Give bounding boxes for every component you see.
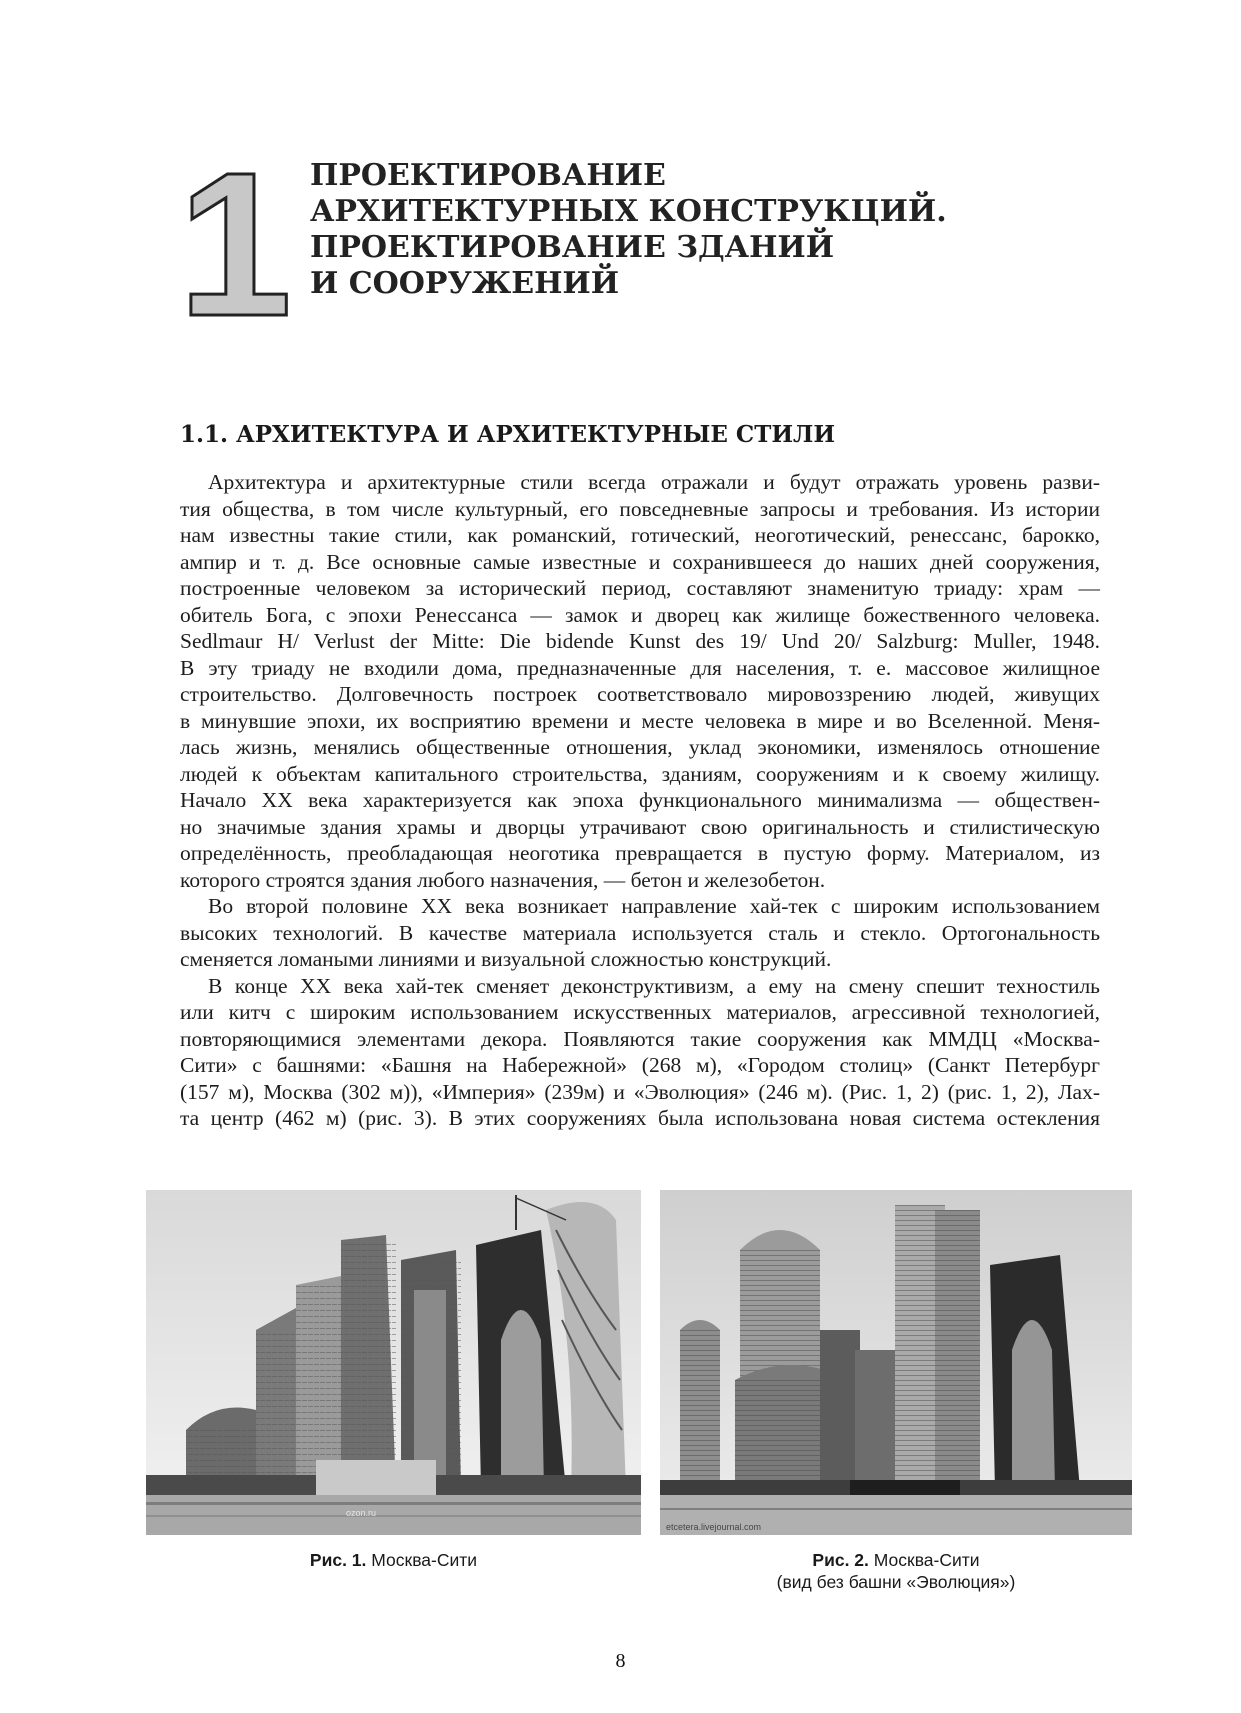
text-line: высоких технологий. В качестве материала используется сталь и стекло. Ортогональность — [180, 920, 1100, 945]
text-line: Sedlmaur H/ Verlust der Mitte: Die bidende Kunst des 19/ Und 20/ Salzburg: Muller, 1948. — [180, 629, 1100, 653]
figure-2-photo — [660, 1190, 1132, 1535]
figure-label: Рис. 1. — [309, 1550, 367, 1570]
page-number: 8 — [615, 1650, 626, 1672]
chapter-number: 1 — [178, 130, 293, 359]
chapter-title-line: ПРОЕКТИРОВАНИЕ ЗДАНИЙ — [310, 230, 835, 265]
section-title: 1.1. АРХИТЕКТУРА И АРХИТЕКТУРНЫЕ СТИЛИ — [180, 421, 836, 448]
text-line: В конце XX века хай-тек сменяет деконструктивизм, а ему на смену спешит техностиль — [208, 973, 1100, 998]
skyline-illustration — [660, 1190, 1132, 1535]
figure-1-caption — [146, 1549, 641, 1571]
figure-2-caption — [660, 1549, 1132, 1593]
text-line: тия общества, в том числе культурный, его повседневные запросы и требования. Из истории — [180, 496, 1100, 521]
skyline-illustration — [146, 1190, 641, 1535]
text-line: или китч с широким использованием искусственных материалов, агрессивной технологией, — [180, 1000, 1100, 1024]
text-line: (157 м), Москва (302 м)), «Империя» (239м) и «Эволюция» (246 м). (Рис. 1, 2) (рис. 1, 2), Лах- — [180, 1079, 1100, 1104]
text-line: ампир и т. д. Все основные самые известные и сохранившееся до наших дней сооружения, — [180, 549, 1100, 574]
text-line: Во второй половине XX века возникает направление хай-тек с широким использованием — [208, 894, 1100, 918]
text-line: та центр (462 м) (рис. 3). В этих сооружениях была использована новая система остекления — [180, 1106, 1100, 1130]
text-line: Архитектура и архитектурные стили всегда отражали и будут отражать уровень разви- — [208, 470, 1100, 494]
figure-1-photo — [146, 1190, 641, 1535]
text-line: сменяется ломаными линиями и визуальной сложностью конструкций. — [180, 947, 832, 971]
text-line: В эту триаду не входили дома, предназначенные для населения, т. е. массовое жилищное — [180, 655, 1100, 680]
text-line: Сити» с башнями: «Башня на Набережной» (268 м), «Городом столиц» (Санкт Петербург — [180, 1053, 1100, 1077]
chapter-title-line: ПРОЕКТИРОВАНИЕ — [310, 158, 666, 193]
text-line: но значимые здания храмы и дворцы утрачивают свою оригинальность и стилистическую — [180, 814, 1100, 839]
figure-caption-text: Москва-Сити — [873, 1550, 980, 1570]
figure-caption-subtext: (вид без башни «Эволюция») — [776, 1572, 1016, 1592]
text-line: людей к объектам капитального строительства, зданиям, сооружениям и к своему жилищу. — [180, 761, 1100, 786]
text-line: определённость, преобладающая неоготика превращается в пустую форму. Материалом, из — [180, 841, 1100, 865]
chapter-title — [310, 158, 1110, 302]
text-line: в минувшие эпохи, их восприятию времени и месте человека в мире и во Вселенной. Меня- — [180, 708, 1100, 733]
text-line: обитель Бога, с эпохи Ренессанса — замок и дворец как жилище божественного человека. — [180, 602, 1100, 627]
text-line: строительство. Долговечность построек соответствовало мировоззрению людей, живущих — [180, 682, 1100, 706]
photo-watermark: ozon.ru — [346, 1508, 377, 1518]
text-line: повторяющимися элементами декора. Появляются такие сооружения как ММДЦ «Москва- — [180, 1026, 1100, 1051]
text-line: построенные человеком за исторический период, составляют знаменитую триаду: храм — — [180, 576, 1100, 600]
text-line: нам известны такие стили, как романский, готический, неоготический, ренессанс, барокко, — [180, 523, 1100, 547]
chapter-title-line: АРХИТЕКТУРНЫХ КОНСТРУКЦИЙ. — [310, 194, 947, 229]
text-line: которого строятся здания любого назначения, — бетон и железобетон. — [180, 867, 826, 892]
text-line: лась жизнь, менялись общественные отношения, уклад экономики, изменялось отношение — [180, 735, 1100, 759]
body-text — [180, 469, 1100, 1132]
photo-watermark: etcetera.livejournal.com — [666, 1522, 762, 1532]
figure-caption-text: Москва-Сити — [371, 1550, 478, 1570]
chapter-title-line: И СООРУЖЕНИЙ — [310, 266, 620, 301]
text-line: Начало XX века характеризуется как эпоха функционального минимализма — обществен- — [180, 788, 1100, 812]
figure-label: Рис. 2. — [812, 1550, 869, 1570]
